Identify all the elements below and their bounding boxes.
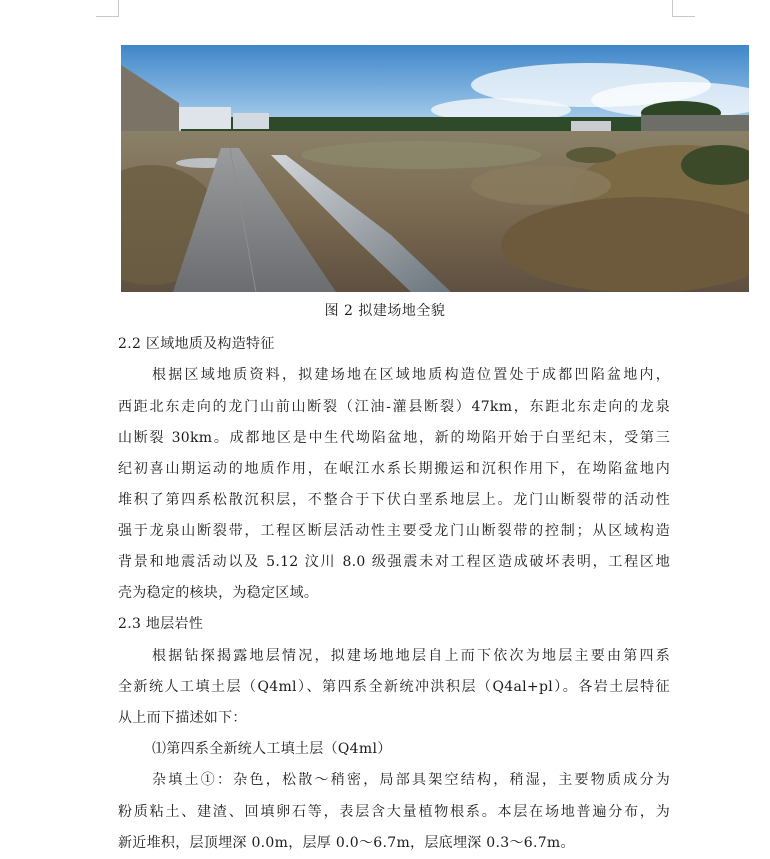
paragraph-line: 根据区域地质资料，拟建场地在区域地质构造位置处于成都凹陷盆地内， — [152, 367, 670, 383]
paragraph-line: 纪初喜山期运动的地质作用，在岷江水系长期搬运和沉积作用下，在坳陷盆地内 — [118, 461, 670, 477]
figure-caption: 图 2 拟建场地全貌 — [324, 303, 446, 319]
paragraph-line: 山断裂 30km。成都地区是中生代坳陷盆地，新的坳陷开始于白垩纪末，受第三 — [118, 430, 670, 446]
paragraph-line: 全新统人工填土层（Q4ml）、第四系全新统冲洪积层（Q4al+pl）。各岩土层特征 — [118, 679, 670, 695]
paragraph-line: 强于龙泉山断裂带，工程区断层活动性主要受龙门山断裂带的控制；从区域构造 — [118, 523, 670, 539]
paragraph-line: 背景和地震活动以及 5.12 汶川 8.0 级强震未对工程区造成破坏表明，工程区地 — [118, 554, 670, 570]
page-corner-mark-left — [96, 0, 119, 17]
page-corner-mark-right — [672, 0, 695, 17]
paragraph-line: 从上而下描述如下： — [118, 710, 247, 726]
paragraph-line: 根据钻探揭露地层情况，拟建场地地层自上而下依次为地层主要由第四系 — [152, 648, 670, 664]
paragraph-line: 西距北东走向的龙门山前山断裂（江油-灌县断裂）47km，东距北东走向的龙泉 — [118, 399, 670, 415]
paragraph-line: 粉质粘土、建渣、回填卵石等，表层含大量植物根系。本层在场地普遍分布，为 — [118, 804, 670, 820]
paragraph-line: 新近堆积，层顶埋深 0.0m，层厚 0.0～6.7m，层底埋深 0.3～6.7m。 — [118, 835, 575, 851]
paragraph-line: 壳为稳定的核块，为稳定区域。 — [118, 585, 319, 601]
section-heading-2-2: 2.2 区域地质及构造特征 — [118, 336, 275, 352]
site-photo — [121, 45, 749, 292]
stratum-item-heading: ⑴第四系全新统人工填土层（Q4ml） — [152, 741, 392, 757]
paragraph-line: 杂填土①：杂色，松散～稍密，局部具架空结构，稍湿，主要物质成分为 — [152, 772, 670, 788]
paragraph-line: 堆积了第四系松散沉积层，不整合于下伏白垩系地层上。龙门山断裂带的活动性 — [118, 492, 670, 508]
section-heading-2-3: 2.3 地层岩性 — [118, 616, 204, 632]
